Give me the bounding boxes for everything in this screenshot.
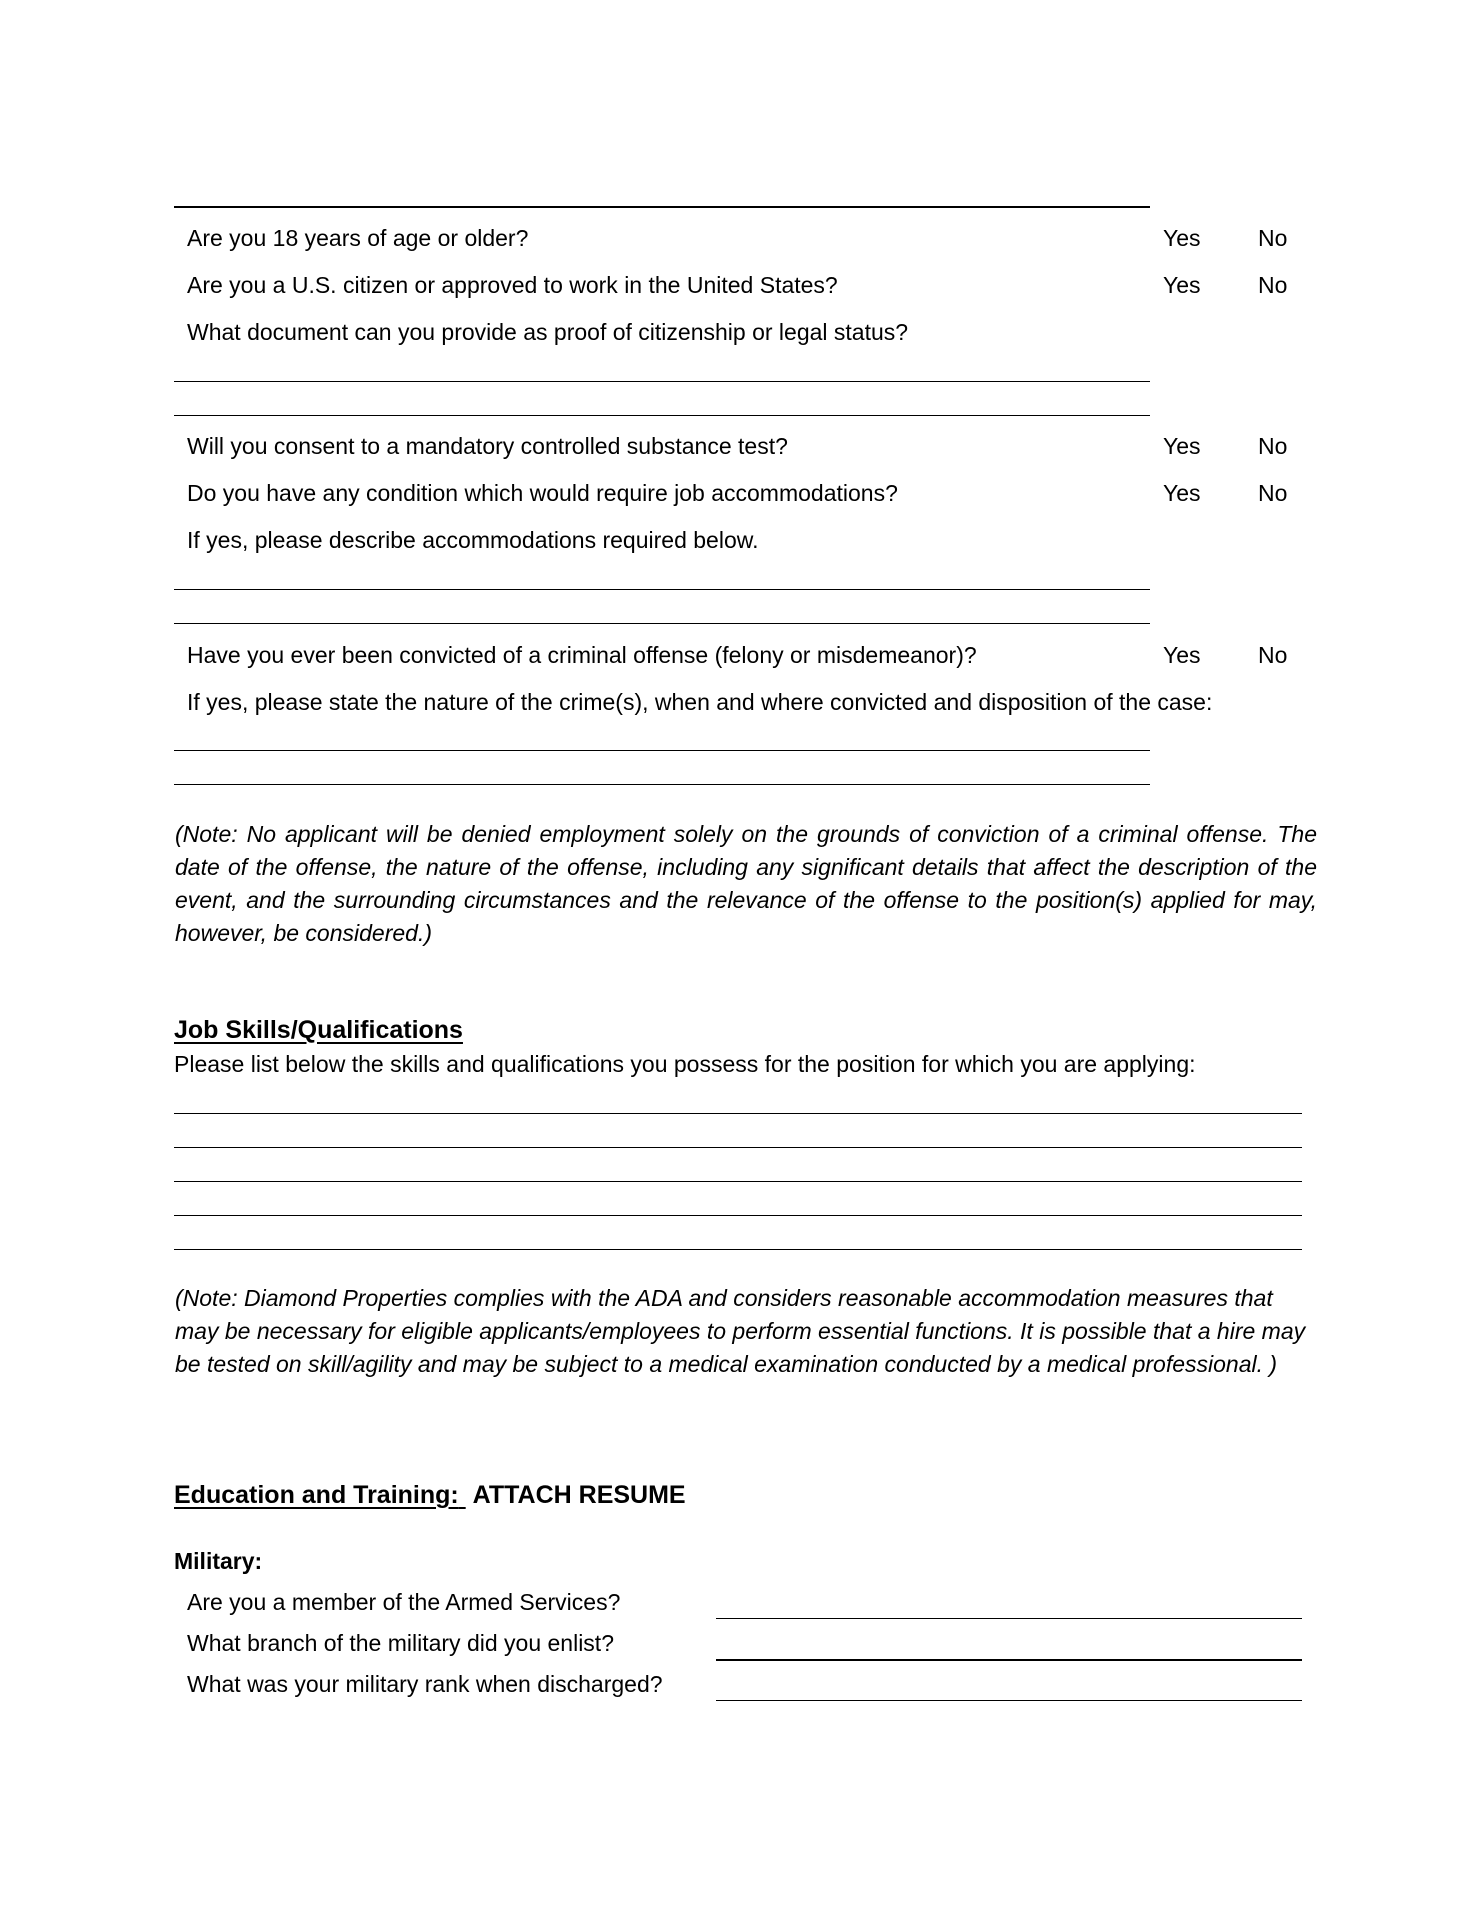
accommodation-no-option[interactable]: No — [1258, 480, 1288, 506]
skills-answer-line-2[interactable] — [174, 1147, 1302, 1148]
skills-answer-line-3[interactable] — [174, 1181, 1302, 1182]
section-divider-rule — [174, 415, 1150, 416]
education-heading-text: Education and Training: — [174, 1481, 459, 1509]
age-yes-option[interactable]: Yes — [1163, 225, 1201, 251]
skills-answer-line-5[interactable] — [174, 1249, 1302, 1250]
education-heading — [174, 1480, 686, 1510]
military-branch-answer-line[interactable] — [716, 1659, 1302, 1661]
conviction-yes-option[interactable]: Yes — [1163, 642, 1201, 668]
military-rank-question: What was your military rank when discharged? — [187, 1671, 663, 1697]
citizen-yes-option[interactable]: Yes — [1163, 272, 1201, 298]
section-top-rule — [174, 206, 1150, 208]
age-question: Are you 18 years of age or older? — [187, 225, 529, 251]
drug-test-yes-option[interactable]: Yes — [1163, 433, 1201, 459]
accommodation-answer-line[interactable] — [174, 589, 1150, 590]
document-question: What document can you provide as proof of citizenship or legal status? — [187, 319, 909, 345]
drug-test-no-option[interactable]: No — [1258, 433, 1288, 459]
military-branch-question: What branch of the military did you enlist? — [187, 1630, 614, 1656]
conviction-answer-line-2[interactable] — [174, 784, 1150, 785]
conviction-note: (Note: No applicant will be denied employment solely on the grounds of conviction of a criminal offense. The date of the offense, the nature of the offense, including any significant details that affect the description of the event, and the surrounding circumstances and the relevance of the offense to the position(s) applied for may, however, be considered.) — [175, 821, 1317, 946]
military-member-answer-line[interactable] — [716, 1618, 1302, 1619]
section-divider-rule — [174, 623, 1150, 624]
document-answer-line[interactable] — [174, 381, 1150, 382]
skills-answer-line-1[interactable] — [174, 1113, 1302, 1114]
education-heading-spacer — [459, 1481, 466, 1509]
accommodation-question: Do you have any condition which would require job accommodations? — [187, 480, 898, 506]
military-member-question: Are you a member of the Armed Services? — [187, 1589, 621, 1615]
conviction-answer-line-1[interactable] — [174, 750, 1150, 751]
military-rank-answer-line[interactable] — [716, 1700, 1302, 1701]
skills-instruction: Please list below the skills and qualifications you possess for the position for which you are applying: — [174, 1051, 1196, 1077]
accommodation-yes-option[interactable]: Yes — [1163, 480, 1201, 506]
conviction-question: Have you ever been convicted of a criminal offense (felony or misdemeanor)? — [187, 642, 977, 668]
drug-test-question: Will you consent to a mandatory controlled substance test? — [187, 433, 788, 459]
citizen-no-option[interactable]: No — [1258, 272, 1288, 298]
conviction-no-option[interactable]: No — [1258, 642, 1288, 668]
attach-resume-label: ATTACH RESUME — [472, 1481, 686, 1509]
skills-heading-text: Job Skills/Qualifications — [174, 1016, 463, 1044]
skills-heading — [174, 1015, 463, 1045]
accommodation-describe: If yes, please describe accommodations required below. — [187, 527, 759, 553]
conviction-detail: If yes, please state the nature of the crime(s), when and where convicted and disposition of the case: — [187, 689, 1213, 715]
age-no-option[interactable]: No — [1258, 225, 1288, 251]
skills-answer-line-4[interactable] — [174, 1215, 1302, 1216]
citizen-question: Are you a U.S. citizen or approved to work in the United States? — [187, 272, 838, 298]
ada-note: (Note: Diamond Properties complies with the ADA and considers reasonable accommodation measures that may be necessary for eligible applicants/employees to perform essential functions. It is possible that a hire may be tested on skill/agility and may be subject to a medical examination conducted by a medical professional. ) — [175, 1285, 1306, 1377]
military-heading: Military: — [174, 1548, 263, 1574]
